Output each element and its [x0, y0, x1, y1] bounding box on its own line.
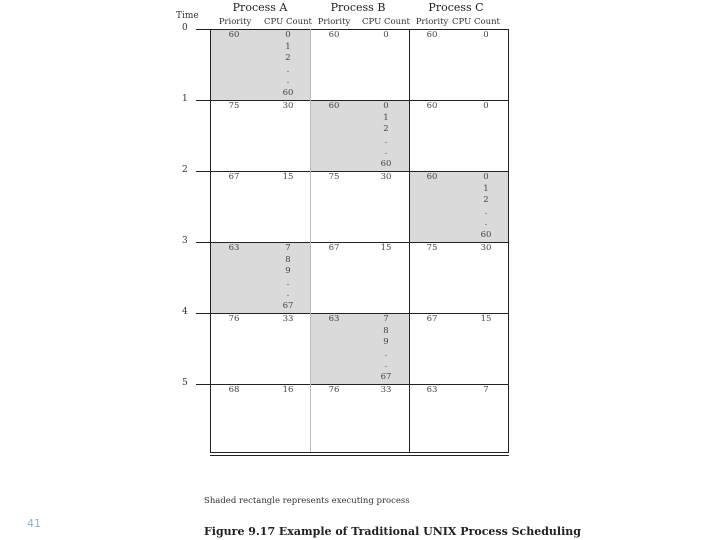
- cell-value-line: 1: [483, 183, 489, 194]
- cell-value-line: 7: [483, 385, 489, 395]
- legend-note: Shaded rectangle represents executing process: [204, 496, 410, 506]
- cell-value-line: .: [384, 135, 388, 146]
- cell-value-line: 30: [282, 101, 294, 111]
- cell-value-line: 67: [282, 300, 294, 311]
- cell-value-line: 68: [228, 385, 240, 395]
- cell-value-line: 2: [483, 195, 489, 206]
- cell-value: [483, 101, 488, 113]
- cell-value-line: 8: [383, 325, 389, 336]
- priority-header: Priority: [415, 17, 449, 27]
- time-mark: 3: [182, 236, 188, 246]
- cell-value: [229, 101, 240, 113]
- cell-value: [229, 385, 240, 397]
- cell-value: [283, 314, 294, 326]
- row-divider: [210, 100, 509, 101]
- cell-value-line: 60: [480, 229, 492, 240]
- cell-value-line: 33: [380, 385, 392, 395]
- cell-value: [229, 314, 240, 326]
- time-mark: 2: [182, 165, 188, 175]
- cell-value-line: 16: [282, 385, 294, 395]
- cell-value-line: 60: [328, 30, 340, 40]
- row-divider: [210, 171, 509, 172]
- figure-caption: Figure 9.17 Example of Traditional UNIX Process Scheduling: [204, 525, 581, 538]
- cell-value: [427, 385, 438, 397]
- cell-value: [283, 172, 294, 184]
- grid-bottom-border: [210, 452, 509, 453]
- cell-value-line: .: [384, 360, 388, 371]
- cell-value-line: 30: [380, 172, 392, 182]
- cell-value-line: .: [286, 277, 290, 288]
- grid-top-border: [210, 29, 509, 30]
- cell-value-line: 75: [328, 172, 340, 182]
- cell-value-line: 63: [426, 385, 438, 395]
- time-tick: [196, 100, 210, 101]
- cell-value: [329, 172, 340, 184]
- executing-process-shade: [310, 313, 409, 384]
- cell-value: [283, 101, 294, 113]
- cell-value-line: 1: [285, 41, 291, 52]
- cell-value-line: 0: [383, 30, 389, 40]
- executing-process-shade: [409, 171, 508, 242]
- cell-value: [427, 30, 438, 42]
- cell-value: [427, 314, 438, 326]
- row-divider: [210, 455, 509, 456]
- slide-number: 41: [27, 517, 41, 530]
- time-mark: 4: [182, 307, 188, 317]
- cell-value-line: 60: [426, 30, 438, 40]
- time-mark: 5: [182, 378, 188, 388]
- cpu-count-header: CPU Count: [264, 17, 312, 27]
- time-tick: [196, 242, 210, 243]
- cell-value: [427, 101, 438, 113]
- priority-header: Priority: [317, 17, 351, 27]
- cell-value-line: 60: [282, 87, 294, 98]
- cell-value-line: .: [286, 76, 290, 87]
- time-tick: [196, 171, 210, 172]
- time-axis-label: Time: [176, 11, 199, 21]
- executing-process-shade: [210, 242, 310, 313]
- process-title: Process A: [232, 1, 288, 14]
- cell-value-line: 60: [328, 101, 340, 111]
- cell-value-line: 60: [228, 30, 240, 40]
- cell-value-line: 76: [328, 385, 340, 395]
- cell-value: [381, 243, 392, 255]
- cell-value: [381, 101, 392, 171]
- grid-left-border: [210, 29, 211, 453]
- cell-value-line: 67: [228, 172, 240, 182]
- cell-value: [283, 30, 294, 100]
- cell-value: [483, 30, 488, 42]
- cell-value-line: 76: [228, 314, 240, 324]
- cell-value: [229, 243, 240, 255]
- cell-value-line: 63: [328, 314, 340, 324]
- cell-value-line: 67: [328, 243, 340, 253]
- cell-value-line: .: [384, 348, 388, 359]
- cell-value-line: 75: [426, 243, 438, 253]
- time-mark: 1: [182, 94, 188, 104]
- cell-value-line: .: [484, 206, 488, 217]
- executing-process-shade: [310, 100, 409, 171]
- cell-value-line: 0: [483, 101, 489, 111]
- process-divider-ab: [310, 29, 311, 452]
- row-divider: [210, 313, 509, 314]
- cell-value: [229, 30, 240, 42]
- priority-header: Priority: [218, 17, 252, 27]
- time-tick: [196, 29, 210, 30]
- cell-value-line: .: [286, 289, 290, 300]
- cell-value: [383, 30, 388, 42]
- cell-value-line: 33: [282, 314, 294, 324]
- grid-right-border: [508, 29, 509, 453]
- cell-value-line: 15: [380, 243, 392, 253]
- cell-value: [381, 385, 392, 397]
- cell-value: [329, 30, 340, 42]
- cell-value-line: .: [484, 218, 488, 229]
- cell-value-line: 0: [285, 30, 291, 40]
- cell-value-line: 67: [426, 314, 438, 324]
- cell-value: [329, 243, 340, 255]
- cell-value-line: 7: [383, 314, 389, 324]
- cell-value: [329, 385, 340, 397]
- time-mark: 0: [182, 23, 188, 33]
- cell-value-line: 7: [285, 243, 291, 253]
- cell-value-line: 67: [380, 371, 392, 382]
- cell-value-line: 8: [285, 254, 291, 265]
- time-tick: [196, 384, 210, 385]
- cell-value-line: 0: [483, 172, 489, 182]
- cell-value-line: 63: [228, 243, 240, 253]
- process-divider-bc: [409, 29, 410, 452]
- cell-value: [381, 172, 392, 184]
- process-title: Process B: [330, 1, 386, 14]
- cell-value-line: 60: [426, 172, 438, 182]
- cell-value: [483, 385, 488, 397]
- cell-value: [427, 172, 438, 184]
- cpu-count-header: CPU Count: [452, 17, 500, 27]
- cell-value-line: 30: [480, 243, 492, 253]
- cell-value: [427, 243, 438, 255]
- cell-value-line: 0: [483, 30, 489, 40]
- cell-value-line: 9: [383, 337, 389, 348]
- cell-value-line: 15: [282, 172, 294, 182]
- cell-value-line: 60: [380, 158, 392, 169]
- cell-value-line: 2: [285, 53, 291, 64]
- cell-value-line: .: [286, 64, 290, 75]
- cell-value: [329, 314, 340, 326]
- cell-value-line: 1: [383, 112, 389, 123]
- cell-value-line: 75: [228, 101, 240, 111]
- cell-value-line: 15: [480, 314, 492, 324]
- cell-value-line: .: [384, 147, 388, 158]
- cell-value: [229, 172, 240, 184]
- cell-value-line: 60: [426, 101, 438, 111]
- cell-value-line: 0: [383, 101, 389, 111]
- process-title: Process C: [428, 1, 484, 14]
- cell-value-line: 9: [285, 266, 291, 277]
- cell-value: [481, 314, 492, 326]
- time-tick: [196, 313, 210, 314]
- cell-value: [481, 172, 492, 242]
- cpu-count-header: CPU Count: [362, 17, 410, 27]
- row-divider: [210, 384, 509, 385]
- cell-value: [381, 314, 392, 384]
- row-divider: [210, 242, 509, 243]
- cell-value: [283, 243, 294, 313]
- cell-value: [481, 243, 492, 255]
- cell-value-line: 2: [383, 124, 389, 135]
- cell-value: [283, 385, 294, 397]
- cell-value: [329, 101, 340, 113]
- executing-process-shade: [210, 29, 310, 100]
